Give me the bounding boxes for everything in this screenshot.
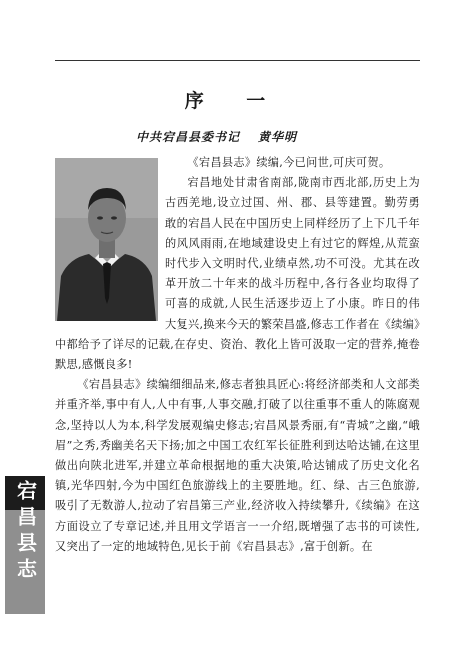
paragraph-1: 《宕昌县志》续编,今已问世,可庆可贺。 <box>187 156 391 169</box>
paragraph-3: 《宕昌县志》续编细细品来,修志者独具匠心:将经济部类和人文部类并重齐举,事中有人,人中有事,人事交融,打破了以往重事不重人的陈腐观念,坚持以人为本,科学发展观编史修志;宕昌风景秀丽,有“青城”之幽,“峨眉”之秀,秀幽美名天下扬;加之中国工农红军长征胜利到达哈达铺,在这里做出向陕北进军,并建立革命根据地的重大决策,哈达铺成了历史文化名镇,光华四射,今为中国红色旅游线上的主要胜地。红、绿、古三色旅游,吸引了无数游人,拉动了宕昌第三产业,经济收入持续攀升,《续编》在这方面设立了专章记述,并且用文学语言一一介绍,既增强了志书的可读性,又突出了一定的地域特色,见长于前《宕昌县志》,富于创新。在 <box>55 378 420 553</box>
paragraph-2: 宕昌地处甘肃省南部,陇南市西北部,历史上为古西羌地,设立过国、州、郡、县等建置。勤劳勇敢的宕昌人民在中国历史上同样经历了上下几千年的风风雨雨,在地域建设史上有过它的辉煌,从荒蛮时代步入文明时代,业绩卓然,功不可没。尤其在改革开放二十年来的战斗历程中,各行各业均取得了可喜的成就,人民生活逐步迈上了小康。昨日的伟大复兴,换来今天的繁荣昌盛,修志工作者在《续编》中都给予了详尽的记载,在存史、资治、教化上皆可汲取一定的营养,掩卷默思,感慨良多! <box>55 176 420 372</box>
header-rule <box>55 60 420 61</box>
side-tab-label: 宕昌县志 <box>13 480 38 584</box>
author-name: 黄华明 <box>258 130 298 144</box>
page-title: 序 一 <box>184 90 284 112</box>
author-byline <box>136 128 297 145</box>
author-role: 中共宕昌县委书记 <box>136 130 241 144</box>
preface-body <box>55 153 420 557</box>
side-tab <box>5 476 45 614</box>
